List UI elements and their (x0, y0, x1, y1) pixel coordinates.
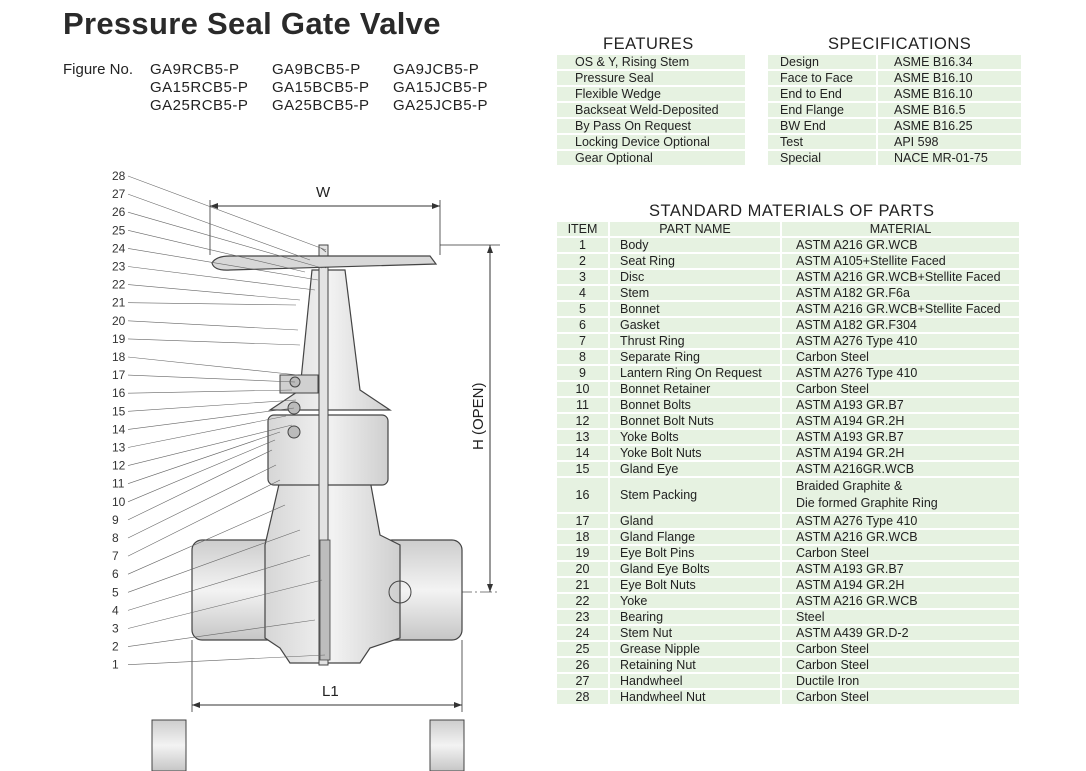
figure-code: GA15RCB5-P (150, 79, 249, 96)
figure-code: GA9JCB5-P (393, 61, 480, 78)
callout-leader-line (128, 357, 298, 375)
material-row (556, 609, 1020, 625)
spec-row (767, 118, 1022, 134)
feature-item: Locking Device Optional (556, 134, 746, 150)
callout-number: 20 (112, 313, 126, 328)
material-cell: Steel (781, 609, 1020, 625)
part-name: Separate Ring (609, 349, 781, 365)
callout-number: 6 (112, 567, 119, 582)
item-number: 19 (556, 545, 609, 561)
figure-code: GA9BCB5-P (272, 61, 361, 78)
material-cell: Carbon Steel (781, 657, 1020, 673)
disc (320, 540, 330, 660)
callout-number: 10 (112, 494, 126, 509)
figure-code: GA15JCB5-P (393, 79, 489, 96)
part-name: Handwheel Nut (609, 689, 781, 705)
material-cell: Carbon Steel (781, 641, 1020, 657)
callout-number: 4 (112, 603, 119, 618)
material-cell: ASTM A276 Type 410 (781, 513, 1020, 529)
material-row (556, 657, 1020, 673)
spec-value: ASME B16.34 (877, 54, 1022, 70)
callout-number: 2 (112, 639, 119, 654)
callout-number: 12 (112, 458, 126, 473)
part-name: Retaining Nut (609, 657, 781, 673)
material-cell: ASTM A194 GR.2H (781, 445, 1020, 461)
item-number: 10 (556, 381, 609, 397)
part-name: Bonnet (609, 301, 781, 317)
feature-item: Gear Optional (556, 150, 746, 166)
spec-row (767, 134, 1022, 150)
material-cell: ASTM A216 GR.WCB+Stellite Faced (781, 269, 1020, 285)
part-name: Yoke (609, 593, 781, 609)
material-cell: ASTM A216 GR.WCB+Stellite Faced (781, 301, 1020, 317)
callout-number: 22 (112, 277, 126, 292)
callout-number: 3 (112, 621, 119, 636)
part-name: Eye Bolt Nuts (609, 577, 781, 593)
material-row (556, 429, 1020, 445)
materials-heading: STANDARD MATERIALS OF PARTS (649, 202, 935, 220)
material-cell: ASTM A439 GR.D-2 (781, 625, 1020, 641)
spec-label: BW End (767, 118, 877, 134)
part-name: Stem (609, 285, 781, 301)
item-number: 16 (556, 477, 609, 513)
feature-item: By Pass On Request (556, 118, 746, 134)
material-cell: ASTM A194 GR.2H (781, 413, 1020, 429)
figure-code: GA25BCB5-P (272, 97, 370, 114)
item-number: 8 (556, 349, 609, 365)
callout-number: 18 (112, 350, 126, 364)
material-row (556, 529, 1020, 545)
callout-leader-line (128, 440, 275, 502)
spec-value: API 598 (877, 134, 1022, 150)
page-title: Pressure Seal Gate Valve (63, 6, 441, 41)
item-number: 9 (556, 365, 609, 381)
callout-number: 21 (112, 295, 126, 310)
material-line: Die formed Graphite Ring (796, 496, 938, 510)
part-name: Seat Ring (609, 253, 781, 269)
material-cell (781, 477, 1020, 513)
material-line: Braided Graphite & (796, 479, 903, 493)
part-name: Body (609, 237, 781, 253)
callout-number: 14 (112, 422, 126, 437)
spec-value: ASME B16.25 (877, 118, 1022, 134)
spec-value: ASME B16.5 (877, 102, 1022, 118)
feature-row (556, 102, 746, 118)
spec-row (767, 70, 1022, 86)
item-number: 27 (556, 673, 609, 689)
part-name: Gland Eye (609, 461, 781, 477)
part-name: Stem Packing (609, 477, 781, 513)
valve-cross-section-drawing (100, 160, 520, 771)
part-name: Bonnet Bolts (609, 397, 781, 413)
material-row (556, 477, 1020, 513)
spec-row (767, 102, 1022, 118)
item-number: 24 (556, 625, 609, 641)
part-name: Yoke Bolt Nuts (609, 445, 781, 461)
material-row (556, 577, 1020, 593)
column-header-material: MATERIAL (781, 221, 1020, 237)
column-header-item: ITEM (556, 221, 609, 237)
part-name: Bonnet Bolt Nuts (609, 413, 781, 429)
specifications-table (766, 53, 1023, 167)
end-view-right (430, 720, 464, 771)
feature-row (556, 118, 746, 134)
dimension-l1-label: L1 (322, 683, 339, 700)
item-number: 23 (556, 609, 609, 625)
figure-code: GA25RCB5-P (150, 97, 249, 114)
callout-number: 26 (112, 205, 126, 220)
callout-leader-line (128, 432, 280, 484)
material-cell: Carbon Steel (781, 689, 1020, 705)
valve-body (265, 480, 400, 663)
material-cell: ASTM A216GR.WCB (781, 461, 1020, 477)
material-cell: ASTM A276 Type 410 (781, 365, 1020, 381)
material-cell: Carbon Steel (781, 545, 1020, 561)
material-cell: ASTM A182 GR.F6a (781, 285, 1020, 301)
materials-table (555, 220, 1021, 706)
item-number: 22 (556, 593, 609, 609)
item-number: 26 (556, 657, 609, 673)
callout-number: 1 (112, 657, 119, 672)
part-name: Gasket (609, 317, 781, 333)
spec-value: ASME B16.10 (877, 70, 1022, 86)
part-name: Stem Nut (609, 625, 781, 641)
callout-number: 9 (112, 512, 119, 527)
spec-row (767, 54, 1022, 70)
end-view-left (152, 720, 186, 771)
item-number: 5 (556, 301, 609, 317)
figure-code: GA9RCB5-P (150, 61, 240, 78)
bonnet-bolt-nut (288, 426, 300, 438)
spec-label: End to End (767, 86, 877, 102)
figure-number-label: Figure No. (63, 61, 134, 78)
item-number: 13 (556, 429, 609, 445)
callout-leader-line (128, 176, 326, 250)
callout-number: 8 (112, 531, 119, 545)
material-row (556, 333, 1020, 349)
item-number: 25 (556, 641, 609, 657)
material-cell: Ductile Iron (781, 673, 1020, 689)
callout-number: 15 (112, 404, 126, 419)
callout-number: 24 (112, 241, 126, 256)
material-cell: ASTM A193 GR.B7 (781, 397, 1020, 413)
figure-code: GA15BCB5-P (272, 79, 370, 96)
callout-leader-line (128, 390, 292, 393)
item-number: 20 (556, 561, 609, 577)
material-row (556, 673, 1020, 689)
spec-label: End Flange (767, 102, 877, 118)
material-row (556, 641, 1020, 657)
material-cell: ASTM A276 Type 410 (781, 333, 1020, 349)
callout-leader-line (128, 303, 296, 305)
material-cell: Carbon Steel (781, 349, 1020, 365)
callout-number: 25 (112, 223, 126, 238)
dimension-h-label: H (OPEN) (470, 382, 487, 450)
spec-label: Face to Face (767, 70, 877, 86)
material-row (556, 513, 1020, 529)
feature-row (556, 70, 746, 86)
callout-number: 11 (112, 476, 125, 491)
callout-number: 28 (112, 169, 126, 183)
feature-item: OS & Y, Rising Stem (556, 54, 746, 70)
part-name: Lantern Ring On Request (609, 365, 781, 381)
specifications-heading: SPECIFICATIONS (828, 35, 972, 53)
material-row (556, 381, 1020, 397)
callout-number: 19 (112, 331, 126, 346)
material-row (556, 461, 1020, 477)
item-number: 17 (556, 513, 609, 529)
part-name: Bonnet Retainer (609, 381, 781, 397)
feature-row (556, 134, 746, 150)
material-cell: Carbon Steel (781, 381, 1020, 397)
feature-row (556, 86, 746, 102)
item-number: 4 (556, 285, 609, 301)
feature-item: Pressure Seal (556, 70, 746, 86)
part-name: Bearing (609, 609, 781, 625)
material-cell: ASTM A194 GR.2H (781, 577, 1020, 593)
material-row (556, 413, 1020, 429)
callout-leader-line (128, 285, 300, 300)
part-name: Thrust Ring (609, 333, 781, 349)
material-row (556, 561, 1020, 577)
part-name: Handwheel (609, 673, 781, 689)
item-number: 11 (556, 397, 609, 413)
callout-leader-line (128, 416, 286, 448)
material-cell: ASTM A193 GR.B7 (781, 429, 1020, 445)
item-number: 28 (556, 689, 609, 705)
column-header-part-name: PART NAME (609, 221, 781, 237)
material-row (556, 445, 1020, 461)
part-name: Eye Bolt Pins (609, 545, 781, 561)
part-name: Yoke Bolts (609, 429, 781, 445)
callout-number: 27 (112, 187, 126, 202)
item-number: 15 (556, 461, 609, 477)
item-number: 7 (556, 333, 609, 349)
material-row (556, 593, 1020, 609)
material-cell: ASTM A216 GR.WCB (781, 593, 1020, 609)
material-row (556, 237, 1020, 253)
material-row (556, 253, 1020, 269)
spec-value: ASME B16.10 (877, 86, 1022, 102)
item-number: 14 (556, 445, 609, 461)
material-row (556, 397, 1020, 413)
callout-leader-line (128, 339, 300, 345)
callout-number: 16 (112, 386, 126, 401)
material-row (556, 365, 1020, 381)
part-name: Gland Eye Bolts (609, 561, 781, 577)
callout-leader-line (128, 194, 310, 260)
spec-label: Test (767, 134, 877, 150)
material-cell: ASTM A193 GR.B7 (781, 561, 1020, 577)
material-row (556, 349, 1020, 365)
callout-number: 17 (112, 368, 126, 383)
item-number: 6 (556, 317, 609, 333)
material-row (556, 317, 1020, 333)
material-row (556, 269, 1020, 285)
item-number: 3 (556, 269, 609, 285)
feature-item: Backseat Weld-Deposited (556, 102, 746, 118)
feature-row (556, 54, 746, 70)
part-name: Gland Flange (609, 529, 781, 545)
item-number: 2 (556, 253, 609, 269)
feature-item: Flexible Wedge (556, 86, 746, 102)
item-number: 12 (556, 413, 609, 429)
callout-leader-line (128, 375, 295, 382)
features-heading: FEATURES (603, 35, 694, 53)
part-name: Gland (609, 513, 781, 529)
part-name: Disc (609, 269, 781, 285)
material-row (556, 301, 1020, 317)
material-cell: ASTM A216 GR.WCB (781, 529, 1020, 545)
spec-value: NACE MR-01-75 (877, 150, 1022, 166)
item-number: 1 (556, 237, 609, 253)
callout-number: 13 (112, 440, 126, 455)
callout-number: 23 (112, 259, 126, 274)
callout-leader-line (128, 321, 298, 330)
material-row (556, 545, 1020, 561)
material-row (556, 285, 1020, 301)
material-cell: ASTM A105+Stellite Faced (781, 253, 1020, 269)
material-row (556, 625, 1020, 641)
part-name: Grease Nipple (609, 641, 781, 657)
callout-number: 5 (112, 585, 119, 600)
spec-label: Special (767, 150, 877, 166)
figure-code: GA25JCB5-P (393, 97, 489, 114)
dimension-w-label: W (316, 184, 331, 201)
feature-row (556, 150, 746, 166)
spec-row (767, 86, 1022, 102)
item-number: 18 (556, 529, 609, 545)
material-row (556, 689, 1020, 705)
callout-number: 7 (112, 549, 119, 564)
material-cell: ASTM A182 GR.F304 (781, 317, 1020, 333)
material-cell: ASTM A216 GR.WCB (781, 237, 1020, 253)
spec-label: Design (767, 54, 877, 70)
item-number: 21 (556, 577, 609, 593)
features-table (555, 53, 747, 167)
spec-row (767, 150, 1022, 166)
